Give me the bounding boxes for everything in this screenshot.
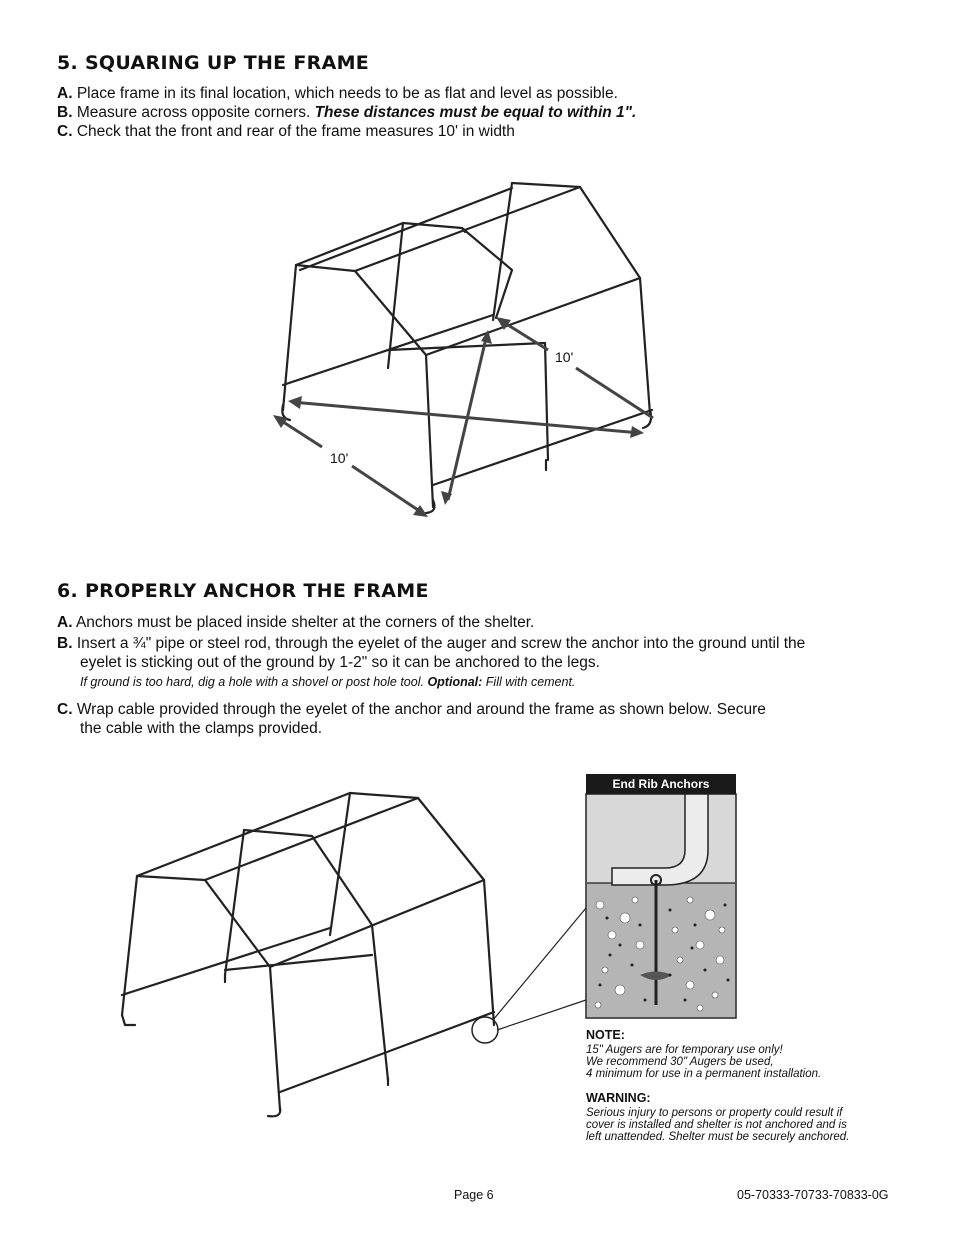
step-6b-line1: B. Insert a ¾" pipe or steel rod, through the eyelet of the auger and screw the anchor into the ground until the	[57, 635, 806, 652]
dimension-label-right: 10'	[555, 349, 574, 365]
step-5c: C. Check that the front and rear of the frame measures 10' in width	[57, 123, 515, 140]
step-6c-line2: the cable with the clamps provided.	[80, 720, 323, 737]
step-6a: A. Anchors must be placed inside shelter at the corners of the shelter.	[57, 614, 535, 631]
step-5b: B. Measure across opposite corners. These distances must be equal to within 1".	[57, 104, 637, 121]
note-line-2: We recommend 30" Augers be used,	[586, 1056, 774, 1068]
section-5-title: 5. SQUARING UP THE FRAME	[57, 52, 370, 74]
step-6b-line2: eyelet is sticking out of the ground by 1-2" so it can be anchored to the legs.	[80, 654, 600, 671]
section-6-title: 6. PROPERLY ANCHOR THE FRAME	[57, 580, 429, 602]
page-number: Page 6	[454, 1188, 494, 1202]
note-line-1: 15" Augers are for temporary use only!	[586, 1044, 783, 1056]
warning-line-2: cover is installed and shelter is not anchored and is	[586, 1119, 847, 1131]
note-heading: NOTE:	[586, 1028, 625, 1042]
step-6b-note: If ground is too hard, dig a hole with a shovel or post hole tool. Optional: Fill with cement.	[80, 675, 576, 689]
step-6c-line1: C. Wrap cable provided through the eyelet of the anchor and around the frame as shown below. Secure	[57, 701, 766, 718]
warning-line-1: Serious injury to persons or property could result if	[586, 1107, 843, 1119]
warning-line-3: left unattended. Shelter must be securely anchored.	[586, 1131, 850, 1143]
anchor-box-title: End Rib Anchors	[586, 774, 736, 794]
warning-heading: WARNING:	[586, 1091, 651, 1105]
dimension-label-left: 10'	[330, 450, 349, 466]
note-line-3: 4 minimum for use in a permanent installation.	[586, 1068, 822, 1080]
step-5a: A. Place frame in its final location, which needs to be as flat and level as possible.	[57, 85, 618, 102]
document-number: 05-70333-70733-70833-0G	[737, 1188, 889, 1202]
